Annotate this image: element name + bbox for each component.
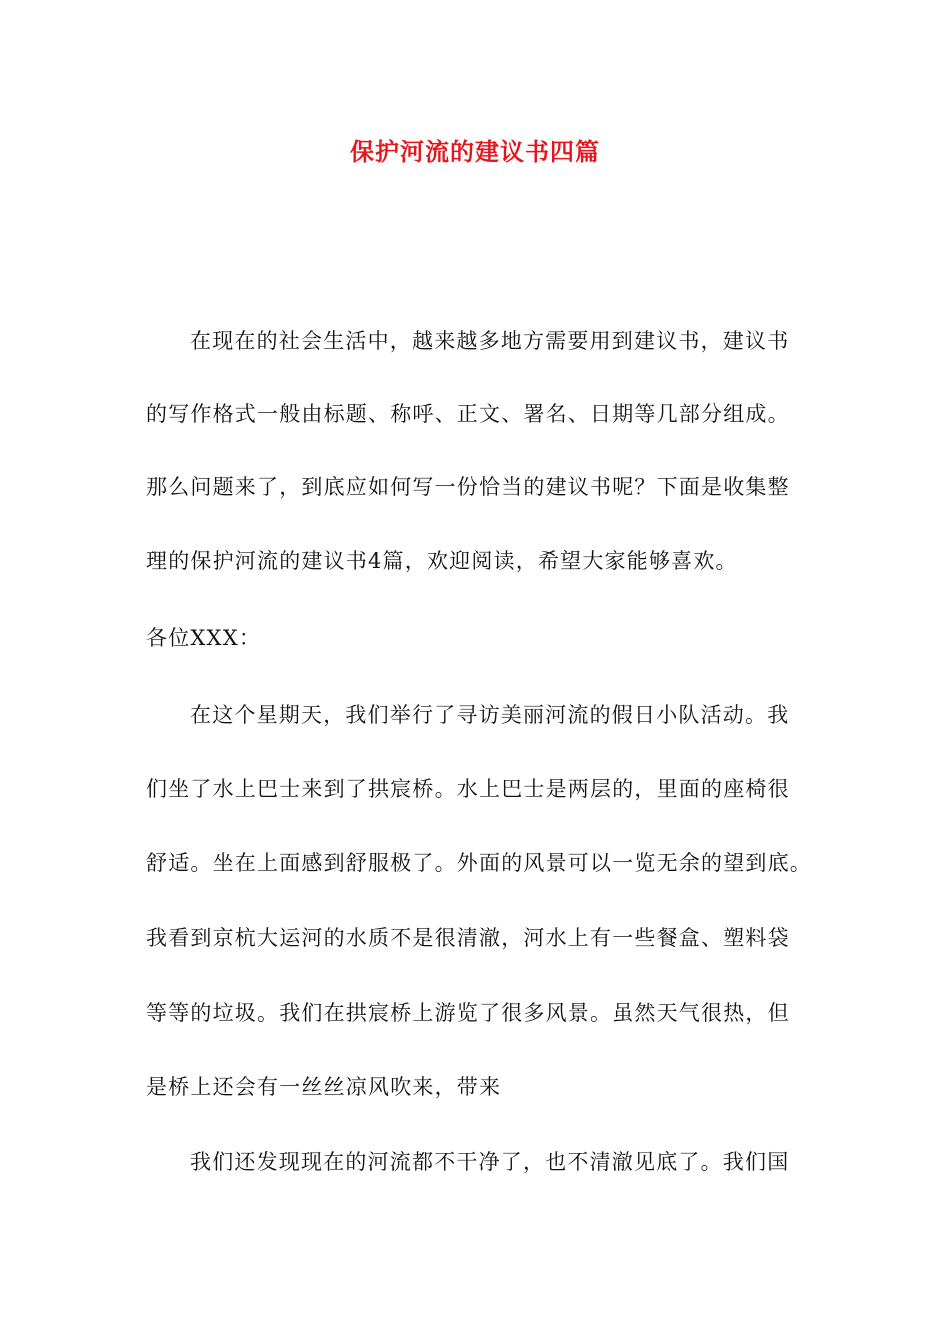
salutation-line: 各位XXX： [146,626,262,650]
paragraph-line: 我看到京杭大运河的水质不是很清澈，河水上有一些餐盒、塑料袋 [146,926,790,950]
document-title: 保护河流的建议书四篇 [350,137,600,166]
paragraph-line: 在现在的社会生活中，越来越多地方需要用到建议书，建议书 [190,329,790,353]
paragraph-line: 们坐了水上巴士来到了拱宸桥。水上巴士是两层的，里面的座椅很 [146,777,790,801]
paragraph-line: 舒适。坐在上面感到舒服极了。外面的风景可以一览无余的望到底。 [146,851,812,875]
paragraph-line: 的写作格式一般由标题、称呼、正文、署名、日期等几部分组成。 [146,402,790,426]
paragraph-line: 理的保护河流的建议书4篇，欢迎阅读，希望大家能够喜欢。 [146,549,738,573]
paragraph-line: 我们还发现现在的河流都不干净了，也不清澈见底了。我们国 [190,1150,790,1174]
paragraph-line: 那么问题来了，到底应如何写一份恰当的建议书呢？下面是收集整 [146,475,790,499]
paragraph-line: 在这个星期天，我们举行了寻访美丽河流的假日小队活动。我 [190,703,790,727]
paragraph-line: 是桥上还会有一丝丝凉风吹来，带来 [146,1075,502,1099]
paragraph-line: 等等的垃圾。我们在拱宸桥上游览了很多风景。虽然天气很热，但 [146,1001,790,1025]
